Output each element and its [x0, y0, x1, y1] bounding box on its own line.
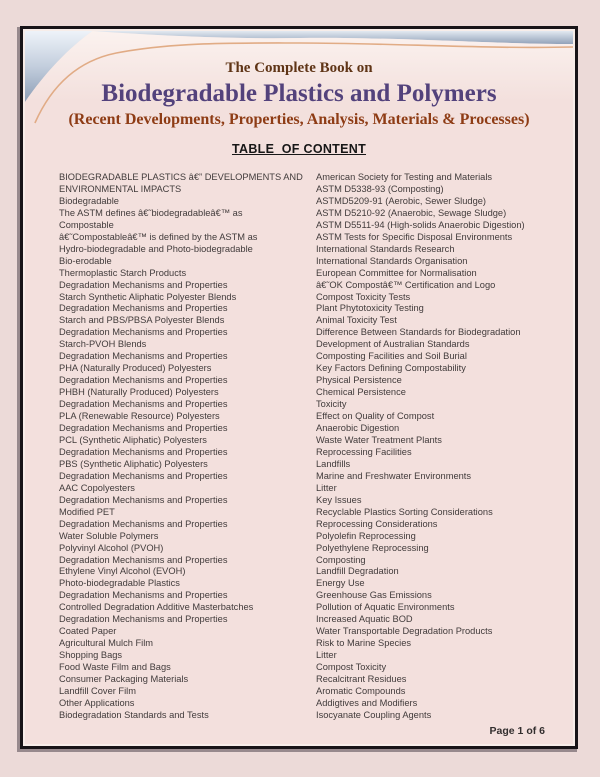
toc-entry: BIODEGRADABLE PLASTICS â€” DEVELOPMENTS AND [59, 172, 303, 182]
toc-entry: Biodegradable [59, 195, 119, 206]
toc-entry: Effect on Quality of Compost [316, 411, 435, 422]
toc-columns [25, 172, 573, 722]
toc-entry: â€˜OK Compostâ€™ Certification and Logo [316, 279, 496, 290]
toc-entry: Polyethylene Reprocessing [316, 542, 429, 553]
toc-entry: American Society for Testing and Materials [316, 172, 493, 182]
toc-entry: Compost Toxicity Tests [316, 291, 411, 302]
toc-entry: Thermoplastic Starch Products [59, 267, 187, 278]
toc-entry: Risk to Marine Species [316, 638, 412, 649]
toc-entry: Pollution of Aquatic Environments [316, 602, 455, 613]
toc-entry: Water Transportable Degradation Products [316, 626, 493, 637]
toc-entry: PHA (Naturally Produced) Polyesters [59, 363, 212, 374]
toc-entry: Aromatic Compounds [316, 685, 406, 696]
toc-entry: PBS (Synthetic Aliphatic) Polyesters [59, 458, 208, 469]
toc-heading: TABLE OF CONTENT [231, 142, 367, 156]
toc-entry: Difference Between Standards for Biodegradation [316, 327, 521, 338]
toc-entry: Marine and Freshwater Environments [316, 470, 472, 481]
toc-entry: ASTM D5210-92 (Anaerobic, Sewage Sludge) [316, 207, 507, 218]
toc-entry: Litter [316, 482, 337, 493]
toc-entry: â€˜Compostableâ€™ is defined by the ASTM as [59, 231, 258, 242]
toc-entry: Food Waste Film and Bags [59, 662, 171, 673]
toc-entry: Polyvinyl Alcohol (PVOH) [59, 542, 164, 553]
toc-entry: Litter [316, 650, 337, 661]
toc-entry: Starch Synthetic Aliphatic Polyester Blends [59, 291, 237, 302]
toc-entry: Degradation Mechanisms and Properties [59, 327, 228, 338]
toc-entry: Plant Phytotoxicity Testing [316, 303, 424, 314]
toc-entry: Chemical Persistence [316, 387, 406, 398]
toc-entry: Development of Australian Standards [316, 339, 470, 350]
toc-entry: The ASTM defines â€˜biodegradableâ€™ as [59, 207, 243, 218]
toc-entry: Toxicity [316, 399, 347, 410]
toc-entry: Landfill Cover Film [59, 685, 136, 696]
toc-column-right [316, 172, 573, 722]
toc-entry: Anaerobic Digestion [316, 423, 400, 434]
toc-entry: Degradation Mechanisms and Properties [59, 518, 228, 529]
toc-entry: Degradation Mechanisms and Properties [59, 375, 228, 386]
toc-entry: Increased Aquatic BOD [316, 614, 413, 625]
toc-entry: Agricultural Mulch Film [59, 638, 154, 649]
toc-entry: Degradation Mechanisms and Properties [59, 554, 228, 565]
book-pre-title: The Complete Book on [225, 60, 373, 76]
page-border-frame [20, 26, 578, 749]
toc-entry: Ethylene Vinyl Alcohol (EVOH) [59, 566, 186, 577]
toc-entry: Degradation Mechanisms and Properties [59, 351, 228, 362]
toc-entry: Degradation Mechanisms and Properties [59, 614, 228, 625]
toc-entry: Compost Toxicity [316, 662, 387, 673]
toc-entry: Bio-erodable [59, 255, 112, 266]
toc-entry: Degradation Mechanisms and Properties [59, 446, 228, 457]
toc-column-left [59, 172, 316, 722]
toc-entry: Isocyanate Coupling Agents [316, 709, 432, 720]
toc-entry: Recyclable Plastics Sorting Considerations [316, 506, 493, 517]
toc-entry: Key Issues [316, 494, 362, 505]
toc-entry: Shopping Bags [59, 650, 123, 661]
toc-entry: International Standards Research [316, 243, 455, 254]
toc-entry: Degradation Mechanisms and Properties [59, 423, 228, 434]
toc-entry: PLA (Renewable Resource) Polyesters [59, 411, 220, 422]
page-number: Page 1 of 6 [489, 725, 545, 737]
toc-entry: Reprocessing Facilities [316, 446, 412, 457]
toc-entry: Degradation Mechanisms and Properties [59, 590, 228, 601]
toc-entry: Addigtives and Modifiers [316, 697, 418, 708]
toc-entry: Compostable [59, 219, 114, 230]
toc-entry: ASTM D5338-93 (Composting) [316, 183, 444, 194]
toc-entry: Key Factors Defining Compostability [316, 363, 466, 374]
title-block [25, 60, 573, 157]
toc-entry: Landfill Degradation [316, 566, 399, 577]
toc-entry: Consumer Packaging Materials [59, 674, 189, 685]
toc-entry: Greenhouse Gas Emissions [316, 590, 432, 601]
toc-entry: International Standards Organisation [316, 255, 468, 266]
toc-entry: Composting Facilities and Soil Burial [316, 351, 467, 362]
toc-entry: Reprocessing Considerations [316, 518, 438, 529]
toc-entry: ASTM D5511-94 (High-solids Anaerobic Digestion) [316, 219, 525, 230]
toc-entry: PHBH (Naturally Produced) Polyesters [59, 387, 219, 398]
toc-entry: Hydro-biodegradable and Photo-biodegradable [59, 243, 253, 254]
toc-entry: ASTM Tests for Specific Disposal Environments [316, 231, 513, 242]
page-body [25, 31, 573, 744]
toc-entry: AAC Copolyesters [59, 482, 135, 493]
toc-entry: Landfills [316, 458, 351, 469]
toc-entry: Energy Use [316, 578, 365, 589]
toc-entry: Controlled Degradation Additive Masterbatches [59, 602, 254, 613]
toc-entry: Polyolefin Reprocessing [316, 530, 416, 541]
toc-entry: Composting [316, 554, 366, 565]
toc-entry: Photo-biodegradable Plastics [59, 578, 180, 589]
toc-entry: Degradation Mechanisms and Properties [59, 279, 228, 290]
toc-entry: ASTMD5209-91 (Aerobic, Sewer Sludge) [316, 195, 487, 206]
toc-entry: Animal Toxicity Test [316, 315, 397, 326]
toc-entry: Starch-PVOH Blends [59, 339, 147, 350]
toc-entry: Waste Water Treatment Plants [316, 434, 442, 445]
toc-entry: Biodegradation Standards and Tests [59, 709, 209, 720]
toc-entry: Degradation Mechanisms and Properties [59, 303, 228, 314]
toc-entry: Starch and PBS/PBSA Polyester Blends [59, 315, 225, 326]
toc-entry: PCL (Synthetic Aliphatic) Polyesters [59, 434, 207, 445]
toc-entry: ENVIRONMENTAL IMPACTS [59, 183, 182, 194]
toc-entry: Water Soluble Polymers [59, 530, 159, 541]
toc-entry: Degradation Mechanisms and Properties [59, 494, 228, 505]
toc-entry: Degradation Mechanisms and Properties [59, 470, 228, 481]
book-subtitle: (Recent Developments, Properties, Analysis, Materials & Processes) [68, 111, 530, 128]
toc-entry: Modified PET [59, 506, 115, 517]
toc-entry: Other Applications [59, 697, 135, 708]
toc-entry: European Committee for Normalisation [316, 267, 477, 278]
book-title: Biodegradable Plastics and Polymers [101, 80, 497, 107]
toc-entry: Coated Paper [59, 626, 117, 637]
toc-entry: Degradation Mechanisms and Properties [59, 399, 228, 410]
toc-entry: Physical Persistence [316, 375, 402, 386]
toc-entry: Recalcitrant Residues [316, 674, 407, 685]
